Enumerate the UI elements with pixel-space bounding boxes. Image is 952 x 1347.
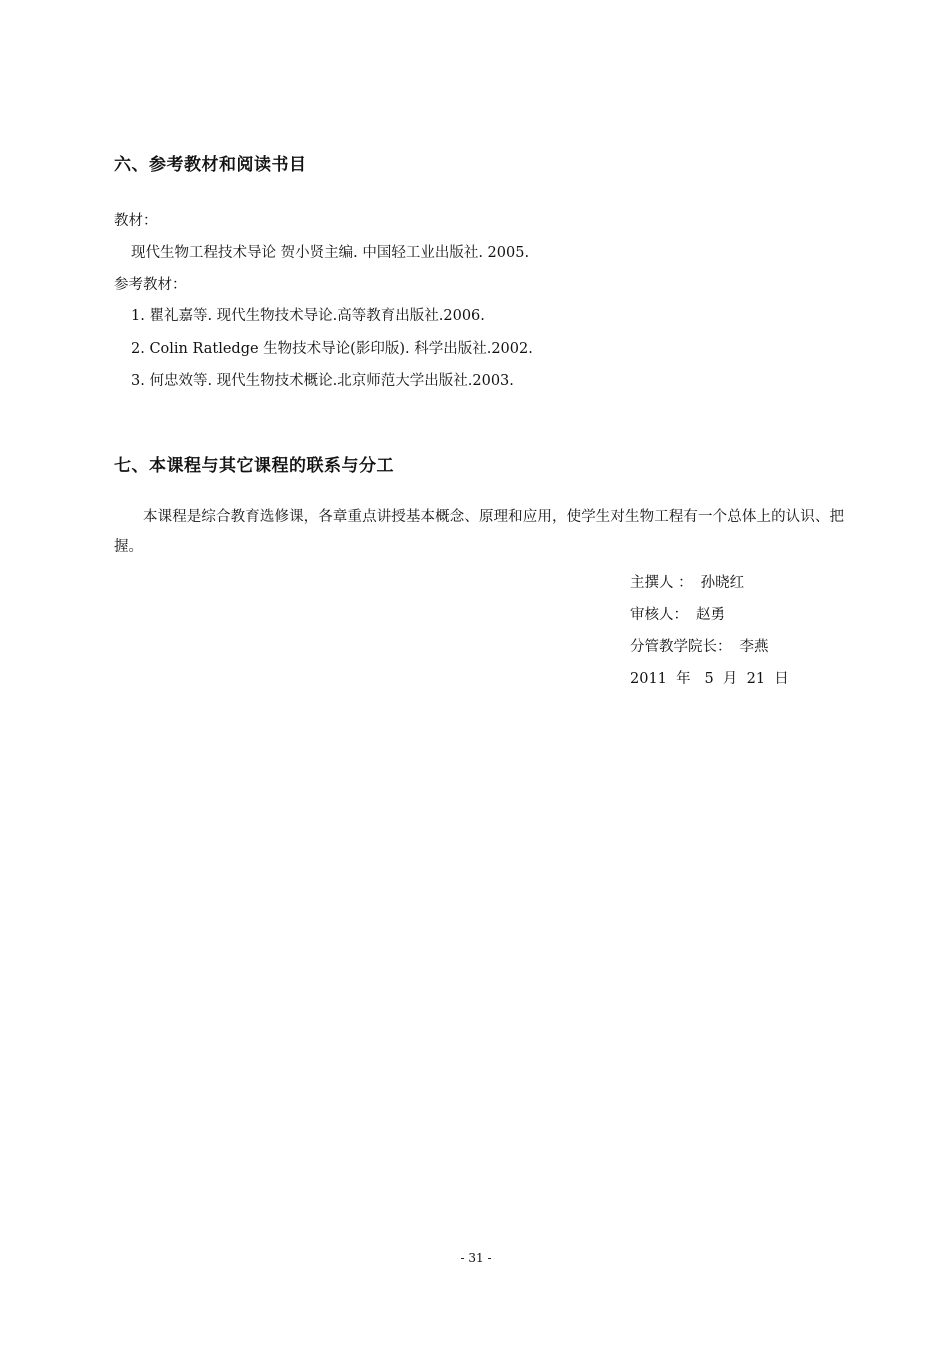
reviewer-label: 审核人： xyxy=(630,607,688,623)
dean-label: 分管教学院长： xyxy=(630,639,732,655)
dean-signature xyxy=(630,635,769,656)
reviewer-signature xyxy=(630,603,725,624)
reference-item: 3. 何忠效等. 现代生物技术概论.北京师范大学出版社.2003. xyxy=(131,373,514,389)
signature-date: 2011 年 5 月 21 日 xyxy=(630,671,789,687)
reviewer-name: 赵勇 xyxy=(696,607,725,623)
reference-label: 参考教材： xyxy=(114,277,187,293)
author-signature xyxy=(630,571,744,592)
author-label: 主撰人 ： xyxy=(630,575,693,591)
section-7-heading: 七、本课程与其它课程的联系与分工 xyxy=(114,456,394,476)
textbook-label: 教材： xyxy=(114,213,158,229)
textbook-entry: 现代生物工程技术导论 贺小贤主编. 中国轻工业出版社. 2005. xyxy=(131,245,530,261)
section-6-heading: 六、参考教材和阅读书目 xyxy=(114,155,307,175)
page-number: - 31 - xyxy=(460,1251,492,1265)
author-name: 孙晓红 xyxy=(700,575,745,591)
section-7-paragraph: 本课程是综合教育选修课，各章重点讲授基本概念、原理和应用，使学生对生物工程有一个总体上的认识、把握。 xyxy=(114,509,844,555)
dean-name: 李燕 xyxy=(739,639,769,655)
reference-item: 2. Colin Ratledge 生物技术导论(影印版). 科学出版社.2002. xyxy=(131,341,533,357)
reference-item: 1. 瞿礼嘉等. 现代生物技术导论.高等教育出版社.2006. xyxy=(131,308,485,324)
